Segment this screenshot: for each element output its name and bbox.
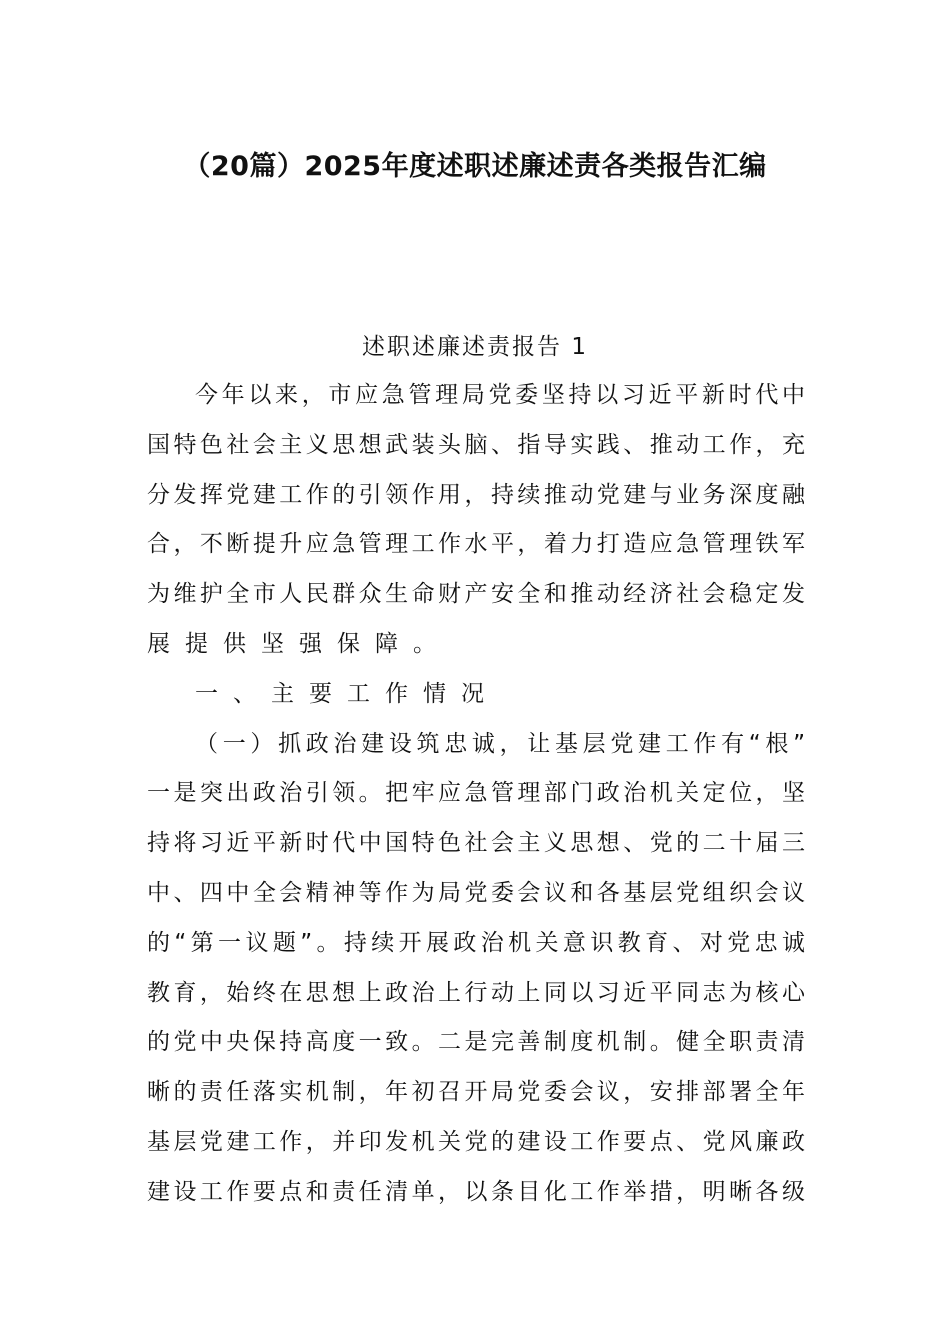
text-line: 今年以来，市应急管理局党委坚持以习近平新时代中 <box>195 382 805 408</box>
section-title: 述职述廉述责报告 1 <box>362 334 588 360</box>
document-body <box>147 371 805 1218</box>
text-line: 建设工作要点和责任清单，以条目化工作举措，明晰各级 <box>147 1178 805 1205</box>
text-line: 一、主要工作情况 <box>195 680 499 707</box>
text-line: 教育，始终在思想上政治上行动上同以习近平同志为核心 <box>147 979 805 1006</box>
text-line: 为维护全市人民群众生命财产安全和推动经济社会稳定发 <box>147 581 805 608</box>
text-line: 一是突出政治引领。把牢应急管理部门政治机关定位，坚 <box>147 780 805 807</box>
text-line: 国特色社会主义思想武装头脑、指导实践、推动工作，充 <box>147 431 805 458</box>
text-line: 的“第一议题”。持续开展政治机关意识教育、对党忠诚 <box>147 929 805 956</box>
text-line: 展提供坚强保障。 <box>147 630 451 657</box>
document-title: （20篇）2025年度述职述廉述责各类报告汇编 <box>183 151 767 182</box>
text-line: 持将习近平新时代中国特色社会主义思想、党的二十届三 <box>147 830 805 857</box>
text-line: 分发挥党建工作的引领作用，持续推动党建与业务深度融 <box>147 481 805 508</box>
text-line: 的党中央保持高度一致。二是完善制度机制。健全职责清 <box>147 1029 805 1056</box>
text-line: （一）抓政治建设筑忠诚，让基层党建工作有“根” <box>195 730 805 757</box>
text-line: 合，不断提升应急管理工作水平，着力打造应急管理铁军 <box>147 531 805 558</box>
text-line: 中、四中全会精神等作为局党委会议和各基层党组织会议 <box>147 879 805 906</box>
text-line: 基层党建工作，并印发机关党的建设工作要点、党风廉政 <box>147 1128 805 1155</box>
text-line: 晰的责任落实机制，年初召开局党委会议，安排部署全年 <box>147 1079 805 1106</box>
